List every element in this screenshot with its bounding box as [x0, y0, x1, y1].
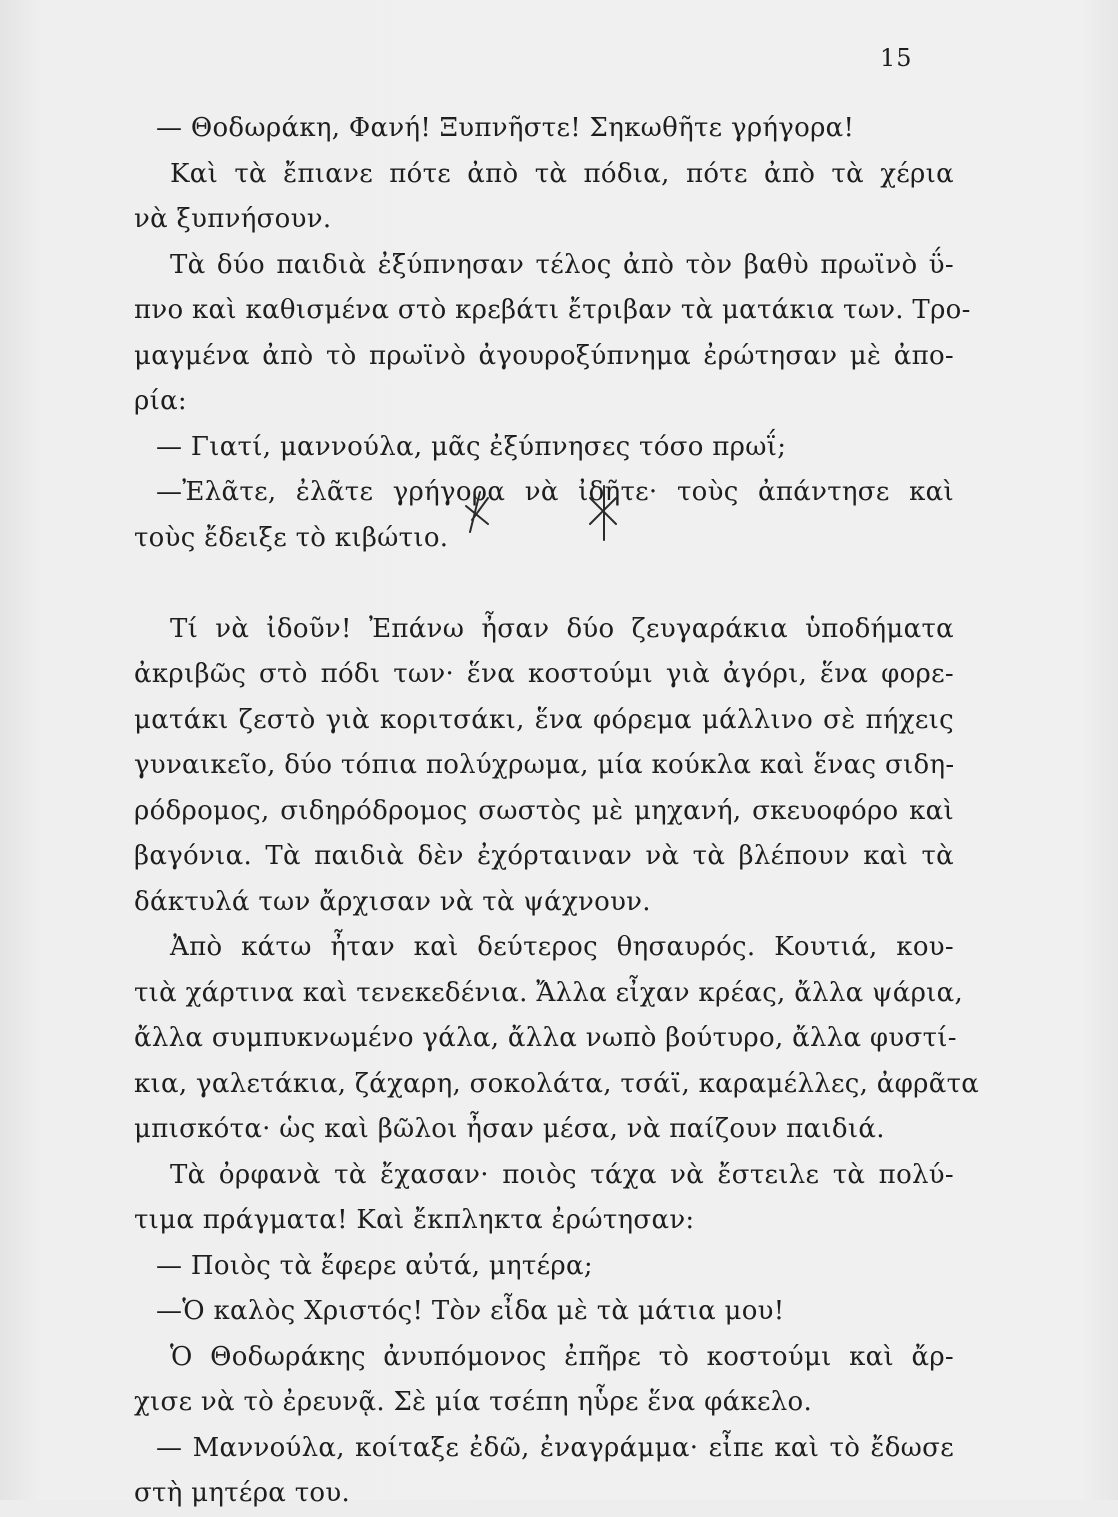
text-line: Τὰ ὀρφανὰ τὰ ἔχασαν· ποιὸς τάχα νὰ ἔστειλε τὰ πολύ-	[170, 1159, 954, 1190]
text-line: ἀκριβῶς στὸ πόδι των· ἕνα κοστούμι γιὰ ἀγόρι, ἕνα φορε-	[134, 659, 954, 689]
page-body-text	[134, 106, 980, 1517]
text-line: Καὶ τὰ ἔπιανε πότε ἀπὸ τὰ πόδια, πότε ἀπὸ τὰ χέρια	[170, 158, 954, 189]
page-number: 15	[880, 44, 913, 72]
text-line: χισε νὰ τὸ ἐρευνᾷ. Σὲ μία τσέπη ηὗρε ἕνα φάκελο.	[134, 1387, 813, 1417]
text-line: — Ποιὸς τὰ ἔφερε αὐτά, μητέρα;	[156, 1250, 593, 1281]
text-line: — Γιατί, μαννούλα, μᾶς ἐξύπνησες τόσο πρωΐ;	[156, 431, 787, 462]
text-line: μπισκότα· ὡς καὶ βῶλοι ἦσαν μέσα, νὰ παίζουν παιδιά.	[134, 1114, 885, 1144]
text-line: στὴ μητέρα του.	[134, 1478, 351, 1508]
text-line: Τί νὰ ἰδοῦν! Ἐπάνω ἦσαν δύο ζευγαράκια ὑποδήματα	[170, 613, 954, 644]
text-line: βαγόνια. Τὰ παιδιὰ δὲν ἐχόρταιναν νὰ τὰ βλέπουν καὶ τὰ	[134, 841, 954, 871]
text-line: Ἀπὸ κάτω ἦταν καὶ δεύτερος θησαυρός. Κουτιά, κου-	[170, 932, 954, 962]
text-line: νὰ ξυπνήσουν.	[134, 204, 332, 234]
text-line: τοὺς ἔδειξε τὸ κιβώτιο.	[134, 522, 449, 553]
pencil-mark-stroke	[466, 506, 488, 524]
text-line: μαγμένα ἀπὸ τὸ πρωϊνὸ ἀγουροξύπνημα ἐρώτησαν μὲ ἀπο-	[134, 340, 954, 371]
text-line: τιμα πράγματα! Καὶ ἔκπληκτα ἐρώτησαν:	[134, 1205, 695, 1235]
handwritten-asterisk-marks	[458, 484, 618, 544]
text-line: ρία:	[134, 386, 187, 416]
paragraph-gap	[134, 561, 954, 607]
text-line: ρόδρομος, σιδηρόδρομος σωστὸς μὲ μηχανή, σκευοφόρο καὶ	[134, 795, 954, 826]
text-line: ἄλλα συμπυκνωμένο γάλα, ἄλλα νωπὸ βούτυρο, ἄλλα φυστί-	[134, 1023, 957, 1053]
text-line: τιὰ χάρτινα καὶ τενεκεδένια. Ἄλλα εἶχαν κρέας, ἄλλα ψάρια,	[134, 977, 964, 1008]
text-line: — Θοδωράκη, Φανή! Ξυπνῆστε! Σηκωθῆτε γρήγορα!	[156, 113, 855, 143]
text-line: —Ἐλᾶτε, ἐλᾶτε γρήγορα νὰ ἰδῆτε· τοὺς ἀπάντησε καὶ	[156, 477, 954, 507]
text-line: γυναικεῖο, δύο τόπια πολύχρωμα, μία κούκλα καὶ ἕνας σιδη-	[134, 750, 955, 780]
text-line: Ὁ Θοδωράκης ἀνυπόμονος ἐπῆρε τὸ κοστούμι καὶ ἄρ-	[170, 1341, 954, 1372]
text-line: Τὰ δύο παιδιὰ ἐξύπνησαν τέλος ἀπὸ τὸν βαθὺ πρωϊνὸ ΰ-	[170, 249, 954, 280]
text-line: ματάκι ζεστὸ γιὰ κοριτσάκι, ἕνα φόρεμα μάλλινο σὲ πήχεις	[134, 704, 954, 735]
text-line: —Ὁ καλὸς Χριστός! Τὸν εἶδα μὲ τὰ μάτια μου!	[156, 1296, 785, 1326]
text-line: — Μαννούλα, κοίταξε ἐδῶ, ἐναγράμμα· εἶπε καὶ τὸ ἔδωσε	[156, 1432, 954, 1463]
text-line: πνο καὶ καθισμένα στὸ κρεβάτι ἔτριβαν τὰ ματάκια των. Τρο-	[134, 295, 971, 325]
text-line: κια, γαλετάκια, ζάχαρη, σοκολάτα, τσάϊ, καραμέλλες, ἀφρᾶτα	[134, 1068, 980, 1099]
text-line: δάκτυλά των ἄρχισαν νὰ τὰ ψάχνουν.	[134, 886, 651, 917]
